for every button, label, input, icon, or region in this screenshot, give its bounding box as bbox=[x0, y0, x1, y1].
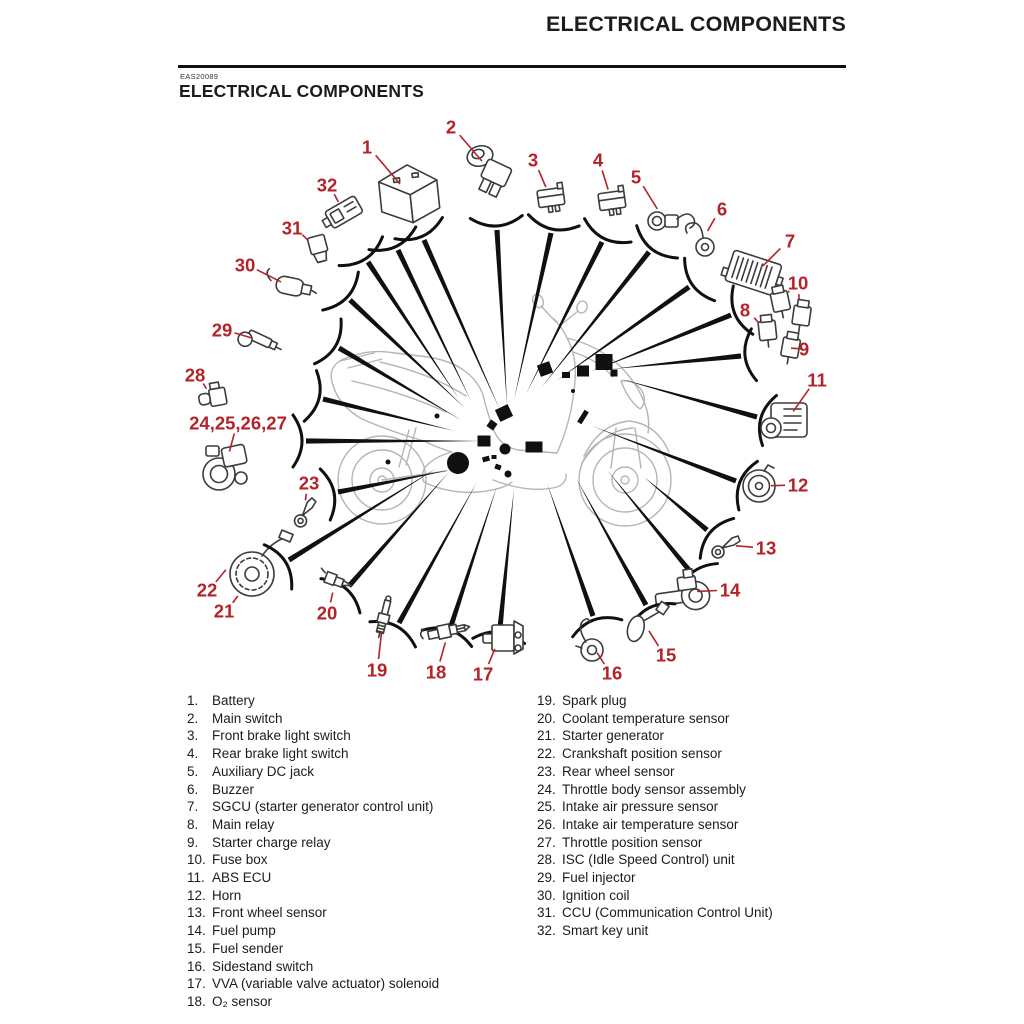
location-marker bbox=[486, 419, 497, 430]
legend-item-number: 16. bbox=[187, 958, 206, 974]
legend-item bbox=[537, 834, 773, 852]
legend-item-number: 20. bbox=[537, 710, 556, 726]
legend-item bbox=[187, 781, 439, 799]
legend-item-number: 28. bbox=[537, 852, 556, 868]
legend-item bbox=[537, 922, 773, 940]
callout-number: 14 bbox=[719, 579, 741, 601]
legend-item bbox=[537, 904, 773, 922]
legend-item-number: 12. bbox=[187, 887, 206, 903]
legend-item-label: ISC (Idle Speed Control) unit bbox=[562, 852, 735, 868]
callout-leader bbox=[305, 494, 306, 500]
legend-item-label: Fuel sender bbox=[212, 940, 284, 956]
legend-item-label: Fuse box bbox=[212, 852, 268, 868]
legend-item-number: 22. bbox=[537, 746, 556, 762]
callout-line bbox=[497, 489, 514, 628]
legend-item-number: 32. bbox=[537, 923, 556, 939]
legend-item-label: SGCU (starter generator control unit) bbox=[212, 799, 434, 815]
legend-item-number: 17. bbox=[187, 976, 206, 992]
legend-item-label: Spark plug bbox=[562, 693, 627, 708]
legend-item bbox=[187, 692, 439, 710]
callout-leader bbox=[643, 186, 657, 209]
legend-item bbox=[537, 692, 773, 710]
callout-number: 16 bbox=[601, 662, 623, 684]
legend-item-number: 25. bbox=[537, 799, 556, 815]
callout-leader bbox=[489, 649, 495, 664]
callout-line bbox=[494, 230, 507, 406]
part-wheelsensor bbox=[712, 536, 740, 558]
part-ccu bbox=[307, 234, 330, 264]
legend-item-number: 13. bbox=[187, 905, 206, 921]
legend-item-label: Fuel injector bbox=[562, 870, 636, 886]
callout-leader bbox=[539, 170, 546, 187]
legend-item-label: VVA (variable valve actuator) solenoid bbox=[212, 976, 440, 992]
callout-number: 19 bbox=[366, 659, 388, 681]
callout-leader bbox=[602, 170, 608, 189]
legend-item-label: Front brake light switch bbox=[212, 728, 351, 744]
legend-item bbox=[187, 958, 439, 976]
legend-item-number: 7. bbox=[187, 799, 199, 815]
legend-item-label: Rear brake light switch bbox=[212, 746, 349, 762]
legend-item bbox=[187, 727, 439, 745]
location-marker bbox=[571, 389, 575, 393]
legend-item-number: 3. bbox=[187, 728, 199, 744]
location-marker bbox=[577, 366, 589, 377]
callout-leader bbox=[754, 318, 758, 323]
callout-number: 2 bbox=[445, 116, 457, 138]
location-marker bbox=[577, 410, 589, 425]
legend-item-number: 5. bbox=[187, 763, 199, 779]
legend-item-number: 9. bbox=[187, 834, 199, 850]
legend-left-column bbox=[187, 692, 439, 1011]
callout-number: 1 bbox=[361, 136, 373, 158]
legend-item bbox=[187, 834, 439, 852]
section-title: ELECTRICAL COMPONENTS bbox=[179, 81, 424, 101]
callout-number: 11 bbox=[807, 369, 827, 391]
legend-item bbox=[187, 940, 439, 958]
legend-item-number: 23. bbox=[537, 763, 556, 779]
callout-bracket bbox=[395, 218, 442, 240]
page-header-title: ELECTRICAL COMPONENTS bbox=[545, 12, 846, 36]
callout-number: 29 bbox=[211, 319, 233, 341]
callout-number: 15 bbox=[655, 644, 677, 666]
legend-item-label: Intake air pressure sensor bbox=[562, 799, 719, 815]
legend-item bbox=[537, 745, 773, 763]
legend-item-number: 11. bbox=[187, 870, 205, 886]
legend-item-number: 14. bbox=[187, 923, 206, 939]
callout-leader bbox=[331, 593, 333, 603]
part-throttle bbox=[203, 444, 247, 490]
legend-item-number: 1. bbox=[187, 693, 199, 708]
callout-number: 4 bbox=[592, 149, 604, 171]
legend-item-number: 18. bbox=[187, 993, 206, 1009]
callout-line bbox=[547, 483, 595, 617]
legend-item bbox=[187, 763, 439, 781]
callout-bracket bbox=[585, 219, 632, 243]
legend-item-label: Intake air temperature sensor bbox=[562, 816, 739, 832]
callout-line bbox=[337, 470, 450, 495]
callout-leader bbox=[697, 590, 717, 591]
callout-line bbox=[306, 438, 481, 443]
legend-item bbox=[537, 851, 773, 869]
part-mainswitch bbox=[465, 143, 512, 197]
legend-item-label: Main switch bbox=[212, 710, 283, 726]
callout-number: 8 bbox=[739, 299, 751, 321]
callout-bracket bbox=[470, 216, 522, 227]
callout-line bbox=[514, 232, 554, 400]
legend-item-number: 24. bbox=[537, 781, 556, 797]
legend-item-number: 29. bbox=[537, 870, 556, 886]
callout-bracket bbox=[315, 319, 342, 364]
callout-leader bbox=[736, 546, 753, 547]
callout-bracket bbox=[685, 258, 715, 300]
location-marker bbox=[494, 464, 501, 471]
legend-item-label: Main relay bbox=[212, 816, 275, 832]
callout-line bbox=[449, 486, 497, 627]
callout-line bbox=[322, 396, 455, 431]
callout-number: 21 bbox=[213, 600, 235, 622]
part-relay bbox=[757, 314, 777, 348]
callout-number: 10 bbox=[787, 272, 809, 294]
legend-item bbox=[187, 710, 439, 728]
callout-number: 9 bbox=[798, 338, 810, 360]
callout-number: 24,25,26,27 bbox=[189, 412, 287, 434]
legend-item-label: Horn bbox=[212, 887, 242, 903]
callout-number: 13 bbox=[755, 537, 777, 559]
location-marker bbox=[526, 442, 543, 453]
part-relay bbox=[791, 299, 812, 333]
callout-leader bbox=[440, 642, 445, 661]
legend-item-label: O₂ sensor bbox=[212, 993, 273, 1009]
callout-number: 28 bbox=[184, 364, 206, 386]
part-microswitch bbox=[597, 185, 627, 216]
callout-number: 17 bbox=[472, 663, 494, 685]
callout-bracket bbox=[528, 215, 579, 230]
location-marker bbox=[435, 414, 440, 419]
legend-item-number: 27. bbox=[537, 834, 556, 850]
legend-item-number: 31. bbox=[537, 905, 556, 921]
part-generator bbox=[230, 530, 293, 596]
legend-item bbox=[537, 887, 773, 905]
part-injector bbox=[236, 326, 283, 361]
callout-line bbox=[347, 472, 449, 588]
callout-number: 18 bbox=[425, 661, 447, 683]
callout-leader bbox=[708, 218, 715, 231]
part-microswitch bbox=[536, 182, 566, 213]
location-marker bbox=[537, 361, 553, 377]
callout-number: 3 bbox=[527, 149, 539, 171]
legend-item bbox=[187, 798, 439, 816]
location-marker bbox=[482, 456, 490, 463]
legend-item bbox=[187, 851, 439, 869]
callout-bracket bbox=[293, 415, 302, 467]
legend-right-column bbox=[537, 692, 773, 940]
part-battery bbox=[377, 162, 441, 226]
legend-item-label: Rear wheel sensor bbox=[562, 763, 675, 779]
part-wheelsensor bbox=[288, 497, 323, 529]
location-marker bbox=[505, 471, 512, 478]
callout-bracket bbox=[745, 329, 757, 381]
section-code: EAS20089 bbox=[180, 72, 219, 81]
location-marker bbox=[447, 452, 469, 474]
legend-item bbox=[537, 781, 773, 799]
legend-item bbox=[537, 727, 773, 745]
legend-item bbox=[537, 710, 773, 728]
callout-line bbox=[526, 241, 604, 394]
legend-item bbox=[537, 869, 773, 887]
callout-number: 12 bbox=[787, 474, 809, 496]
callout-bracket bbox=[304, 371, 320, 422]
legend-item bbox=[187, 816, 439, 834]
part-vva bbox=[483, 621, 523, 654]
legend-item bbox=[537, 763, 773, 781]
legend-item bbox=[187, 904, 439, 922]
legend-item-label: Throttle body sensor assembly bbox=[562, 781, 746, 797]
legend-item-label: Smart key unit bbox=[562, 923, 649, 939]
callout-bracket bbox=[370, 621, 416, 646]
part-coil bbox=[264, 269, 320, 300]
part-absecu bbox=[761, 403, 807, 438]
legend-item-label: Ignition coil bbox=[562, 887, 630, 903]
legend-item-label: CCU (Communication Control Unit) bbox=[562, 905, 773, 921]
legend-item-label: Crankshaft position sensor bbox=[562, 746, 722, 762]
legend-item-label: Sidestand switch bbox=[212, 958, 314, 974]
callout-number: 23 bbox=[298, 472, 320, 494]
callout-line bbox=[621, 379, 758, 420]
legend-item-label: Throttle position sensor bbox=[562, 834, 703, 850]
callout-line bbox=[556, 285, 691, 381]
part-jack bbox=[648, 212, 695, 230]
legend-item-number: 26. bbox=[537, 816, 556, 832]
legend-item bbox=[187, 922, 439, 940]
callout-leader bbox=[216, 570, 226, 582]
location-marker bbox=[611, 370, 618, 377]
callout-number: 5 bbox=[630, 166, 642, 188]
callout-number: 6 bbox=[716, 198, 728, 220]
callout-number: 20 bbox=[316, 602, 338, 624]
callout-line bbox=[644, 477, 709, 532]
legend-item-number: 8. bbox=[187, 816, 199, 832]
callout-number: 7 bbox=[784, 230, 796, 252]
legend-item bbox=[187, 975, 439, 993]
legend-item bbox=[187, 869, 439, 887]
legend-item-number: 21. bbox=[537, 728, 556, 744]
location-marker bbox=[386, 460, 391, 465]
legend-item-number: 2. bbox=[187, 710, 199, 726]
callout-number: 22 bbox=[196, 579, 218, 601]
legend-item bbox=[187, 887, 439, 905]
part-plug bbox=[373, 595, 394, 639]
legend-item-number: 30. bbox=[537, 887, 556, 903]
location-marker bbox=[492, 455, 497, 459]
legend-item-label: Auxiliary DC jack bbox=[212, 763, 315, 779]
callout-bracket bbox=[320, 469, 335, 520]
legend-item-label: ABS ECU bbox=[212, 870, 272, 886]
callout-leader bbox=[257, 270, 281, 282]
legend-item-label: Fuel pump bbox=[212, 923, 276, 939]
legend-item bbox=[187, 745, 439, 763]
callout-number: 30 bbox=[234, 254, 256, 276]
part-smartkey bbox=[319, 195, 363, 231]
legend-item-number: 15. bbox=[187, 940, 206, 956]
legend-item-label: Battery bbox=[212, 693, 255, 708]
callout-number: 31 bbox=[281, 217, 303, 239]
legend-item-label: Front wheel sensor bbox=[212, 905, 327, 921]
legend-item-number: 4. bbox=[187, 746, 199, 762]
callout-line bbox=[576, 478, 648, 606]
callout-number: 32 bbox=[316, 174, 338, 196]
legend-item-label: Starter generator bbox=[562, 728, 665, 744]
legend-item-number: 19. bbox=[537, 693, 556, 708]
legend-item-number: 10. bbox=[187, 852, 206, 868]
legend-item bbox=[537, 798, 773, 816]
location-marker bbox=[562, 372, 570, 378]
callout-line bbox=[397, 482, 477, 624]
legend-item bbox=[187, 993, 439, 1011]
legend-item-label: Buzzer bbox=[212, 781, 255, 797]
legend-item-label: Starter charge relay bbox=[212, 834, 331, 850]
legend-item-number: 6. bbox=[187, 781, 199, 797]
callout-leader bbox=[302, 235, 308, 241]
location-marker bbox=[500, 444, 511, 455]
legend-item-label: Coolant temperature sensor bbox=[562, 710, 730, 726]
location-marker bbox=[495, 404, 513, 422]
location-marker bbox=[596, 354, 613, 370]
legend-item bbox=[537, 816, 773, 834]
